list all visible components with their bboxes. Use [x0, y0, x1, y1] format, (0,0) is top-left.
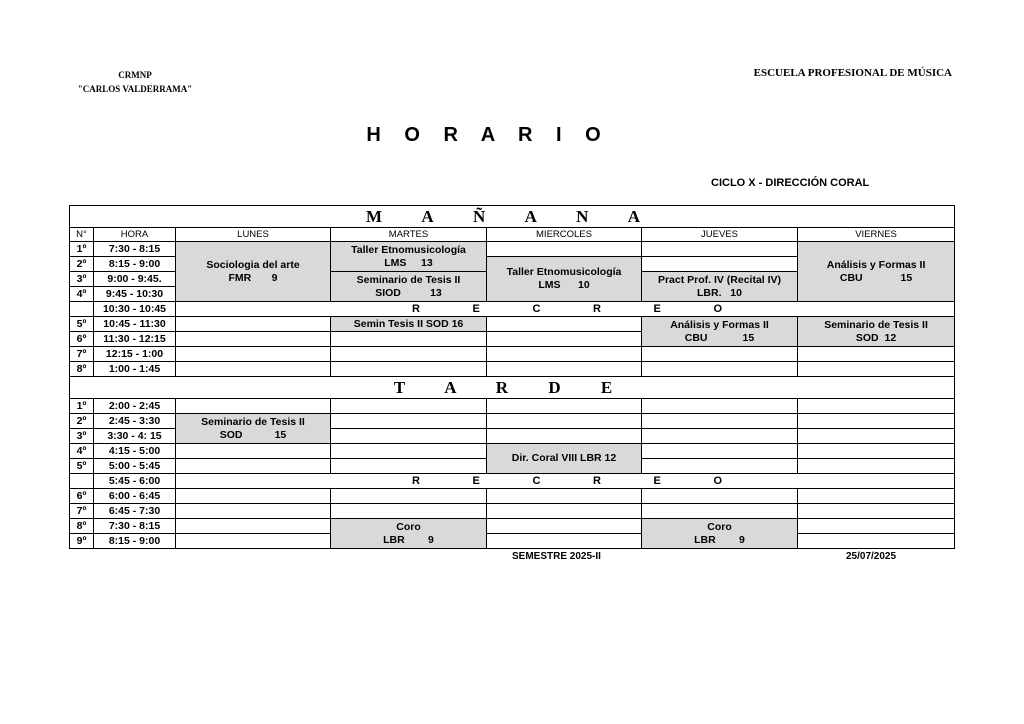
class-jueves-coro [642, 519, 798, 549]
class-name: Coro [707, 520, 732, 533]
period-time: 2:45 - 3:30 [94, 414, 176, 429]
class-viernes-analisis [798, 242, 955, 302]
class-code: LMS [538, 279, 561, 291]
empty-cell [642, 347, 798, 362]
period-time: 7:30 - 8:15 [94, 242, 176, 257]
empty-cell [176, 399, 331, 414]
period-time: 8:15 - 9:00 [94, 257, 176, 272]
recreo-label [176, 474, 955, 489]
semester-label: SEMESTRE 2025-II [512, 551, 601, 562]
class-name: Taller Etnomusicología [506, 266, 622, 278]
col-header-lunes: LUNES [176, 228, 331, 242]
empty-cell [176, 317, 331, 332]
empty-cell [642, 459, 798, 474]
period-number: 4º [70, 287, 94, 302]
empty-cell [331, 399, 487, 414]
period-number: 1º [70, 399, 94, 414]
empty-cell [487, 399, 642, 414]
class-room: 15 [274, 428, 287, 441]
class-teacher-room [176, 429, 330, 442]
school-header-left [70, 68, 200, 96]
period-time: 3:30 - 4: 15 [94, 429, 176, 444]
recreo-letter: E [653, 302, 661, 315]
class-code: LBR [694, 533, 716, 546]
class-viernes-seminario [798, 317, 955, 347]
table-row [70, 414, 955, 429]
class-teacher-room [642, 534, 797, 547]
empty-cell [487, 534, 642, 549]
table-row [70, 399, 955, 414]
period-time: 2:00 - 2:45 [94, 399, 176, 414]
empty-cell [331, 489, 487, 504]
afternoon-label: T A R D E [70, 377, 955, 399]
empty-cell [331, 362, 487, 377]
class-room: 12 [884, 331, 897, 344]
empty-cell [642, 257, 798, 272]
empty-cell [642, 399, 798, 414]
period-number: 7º [70, 504, 94, 519]
class-name: Seminario de Tesis II [201, 415, 305, 428]
class-code: LBR. [697, 286, 722, 299]
period-number: 9º [70, 534, 94, 549]
period-number: 1º [70, 242, 94, 257]
empty-cell [487, 317, 642, 332]
empty-cell [176, 332, 331, 347]
empty-cell [331, 332, 487, 347]
period-time: 6:00 - 6:45 [94, 489, 176, 504]
class-teacher-room [331, 287, 486, 300]
empty-cell [176, 444, 331, 459]
class-room: 9 [739, 533, 745, 546]
recreo-letter: E [472, 474, 480, 487]
period-number: 8º [70, 519, 94, 534]
class-name: Análisis y Formas II [826, 258, 926, 271]
class-room: 10 [730, 286, 742, 299]
break-row [70, 302, 955, 317]
col-header-martes: MARTES [331, 228, 487, 242]
empty-cell [176, 519, 331, 534]
class-name: Seminario de Tesis II [356, 273, 461, 286]
empty-cell [176, 534, 331, 549]
recreo-letters [176, 303, 722, 316]
empty-cell [642, 444, 798, 459]
empty-cell [176, 504, 331, 519]
table-row [70, 534, 955, 549]
class-code: LMS [384, 256, 407, 269]
cycle-label: CICLO X - DIRECCIÓN CORAL [711, 177, 870, 189]
class-room: 13 [430, 286, 442, 299]
empty-cell [487, 504, 642, 519]
empty-cell [798, 504, 955, 519]
empty-cell [798, 347, 955, 362]
empty-cell [642, 242, 798, 257]
class-code: SOD [855, 331, 879, 344]
class-miercoles-dir-coral: Dir. Coral VIII LBR 12 [487, 444, 642, 474]
school-short-name: CRMNP [118, 70, 152, 80]
class-room: 10 [578, 279, 590, 291]
empty-cell [798, 414, 955, 429]
morning-label: M A Ñ A N A [70, 206, 955, 228]
afternoon-section-header [70, 377, 955, 399]
empty-cell [331, 444, 487, 459]
class-teacher-room [331, 534, 486, 547]
table-row [70, 242, 955, 257]
class-name: Sociologia del arte [206, 258, 300, 271]
period-number: 6º [70, 332, 94, 347]
period-number: 5º [70, 317, 94, 332]
school-full-name: "CARLOS VALDERRAMA" [77, 84, 193, 94]
class-code: CBU [684, 331, 708, 344]
class-room: 13 [421, 256, 433, 269]
col-header-jueves: JUEVES [642, 228, 798, 242]
period-time: 10:30 - 10:45 [94, 302, 176, 317]
page-title: H O R A R I O [366, 124, 610, 146]
period-number: 7º [70, 347, 94, 362]
table-row [70, 444, 955, 459]
period-number [70, 302, 94, 317]
class-teacher-room [331, 257, 486, 270]
empty-cell [487, 414, 642, 429]
class-name: Taller Etnomusicología [351, 243, 466, 256]
empty-cell [331, 504, 487, 519]
period-time: 5:45 - 6:00 [94, 474, 176, 489]
empty-cell [642, 362, 798, 377]
class-name: Pract Prof. IV (Recital IV) [657, 273, 782, 286]
recreo-letters [176, 475, 722, 488]
break-row [70, 474, 955, 489]
class-room: 9 [271, 271, 278, 284]
empty-cell [487, 362, 642, 377]
class-code: FMR [228, 271, 252, 284]
class-code: CBU [839, 271, 863, 284]
empty-cell [642, 489, 798, 504]
class-lunes-sociologia [176, 242, 331, 302]
empty-cell [331, 459, 487, 474]
empty-cell [487, 519, 642, 534]
table-row [70, 362, 955, 377]
col-header-viernes: VIERNES [798, 228, 955, 242]
school-header-right: ESCUELA PROFESIONAL DE MÚSICA [753, 67, 952, 79]
empty-cell [176, 362, 331, 377]
col-header-miercoles: MIERCOLES [487, 228, 642, 242]
period-number: 4º [70, 444, 94, 459]
morning-section-header [70, 206, 955, 228]
date-label: 25/07/2025 [846, 551, 897, 562]
period-time: 8:15 - 9:00 [94, 534, 176, 549]
class-martes-taller [331, 242, 487, 272]
period-time: 10:45 - 11:30 [94, 317, 176, 332]
empty-cell [798, 444, 955, 459]
class-code: SOD [219, 428, 243, 441]
class-jueves-analisis [642, 317, 798, 347]
recreo-letter: R [592, 474, 601, 487]
empty-cell [176, 347, 331, 362]
recreo-letter: O [713, 474, 722, 487]
empty-cell [798, 519, 955, 534]
empty-cell [798, 459, 955, 474]
recreo-letter: R [592, 302, 601, 315]
empty-cell [798, 362, 955, 377]
empty-cell [331, 429, 487, 444]
recreo-letter: C [532, 474, 541, 487]
table-row [70, 519, 955, 534]
period-time: 5:00 - 5:45 [94, 459, 176, 474]
class-martes-coro [331, 519, 487, 549]
table-row [70, 504, 955, 519]
empty-cell [487, 489, 642, 504]
recreo-letter: O [713, 302, 722, 315]
column-header-row [70, 228, 955, 242]
empty-cell [798, 534, 955, 549]
class-room: 15 [742, 331, 755, 344]
class-teacher-room [487, 279, 641, 292]
empty-cell [798, 429, 955, 444]
recreo-letter: R [412, 474, 420, 487]
period-number: 2º [70, 414, 94, 429]
empty-cell [331, 347, 487, 362]
period-number: 5º [70, 459, 94, 474]
empty-cell [487, 347, 642, 362]
class-teacher-room [798, 332, 954, 345]
recreo-letter: C [532, 302, 541, 315]
table-row [70, 489, 955, 504]
period-time: 9:00 - 9:45. [94, 272, 176, 287]
empty-cell [487, 429, 642, 444]
period-number [70, 474, 94, 489]
class-lunes-seminario [176, 414, 331, 444]
class-martes-seminario [331, 272, 487, 302]
class-code: SIOD [375, 286, 401, 299]
class-jueves-practica [642, 272, 798, 302]
period-time: 4:15 - 5:00 [94, 444, 176, 459]
recreo-letter: E [653, 474, 661, 487]
empty-cell [331, 414, 487, 429]
period-number: 3º [70, 429, 94, 444]
period-number: 6º [70, 489, 94, 504]
class-name: Análisis y Formas II [670, 318, 769, 331]
class-name: Coro [396, 520, 421, 533]
recreo-label [176, 302, 955, 317]
empty-cell [642, 414, 798, 429]
empty-cell [487, 242, 642, 257]
period-time: 11:30 - 12:15 [94, 332, 176, 347]
empty-cell [798, 399, 955, 414]
period-time: 9:45 - 10:30 [94, 287, 176, 302]
empty-cell [176, 489, 331, 504]
recreo-letter: R [412, 302, 420, 315]
class-teacher-room [176, 272, 330, 285]
period-time: 12:15 - 1:00 [94, 347, 176, 362]
class-room: 9 [428, 533, 434, 546]
period-time: 6:45 - 7:30 [94, 504, 176, 519]
period-time: 1:00 - 1:45 [94, 362, 176, 377]
empty-cell [176, 459, 331, 474]
class-name: Seminario de Tesis II [824, 318, 928, 331]
col-header-hora: HORA [94, 228, 176, 242]
class-martes-semin-tesis: Semin Tesis II SOD 16 [331, 317, 487, 332]
empty-cell [487, 332, 642, 347]
empty-cell [798, 489, 955, 504]
table-row [70, 347, 955, 362]
empty-cell [642, 429, 798, 444]
schedule-table [69, 205, 955, 549]
empty-cell [642, 504, 798, 519]
period-number: 2º [70, 257, 94, 272]
class-teacher-room [798, 272, 954, 285]
col-header-n: N° [70, 228, 94, 242]
period-time: 7:30 - 8:15 [94, 519, 176, 534]
class-teacher-room [642, 332, 797, 345]
class-code: LBR [383, 533, 405, 546]
recreo-letter: E [472, 302, 480, 315]
class-room: 15 [900, 271, 913, 284]
class-teacher-room [642, 287, 797, 300]
period-number: 8º [70, 362, 94, 377]
class-miercoles-taller [487, 257, 642, 302]
period-number: 3º [70, 272, 94, 287]
table-row [70, 317, 955, 332]
